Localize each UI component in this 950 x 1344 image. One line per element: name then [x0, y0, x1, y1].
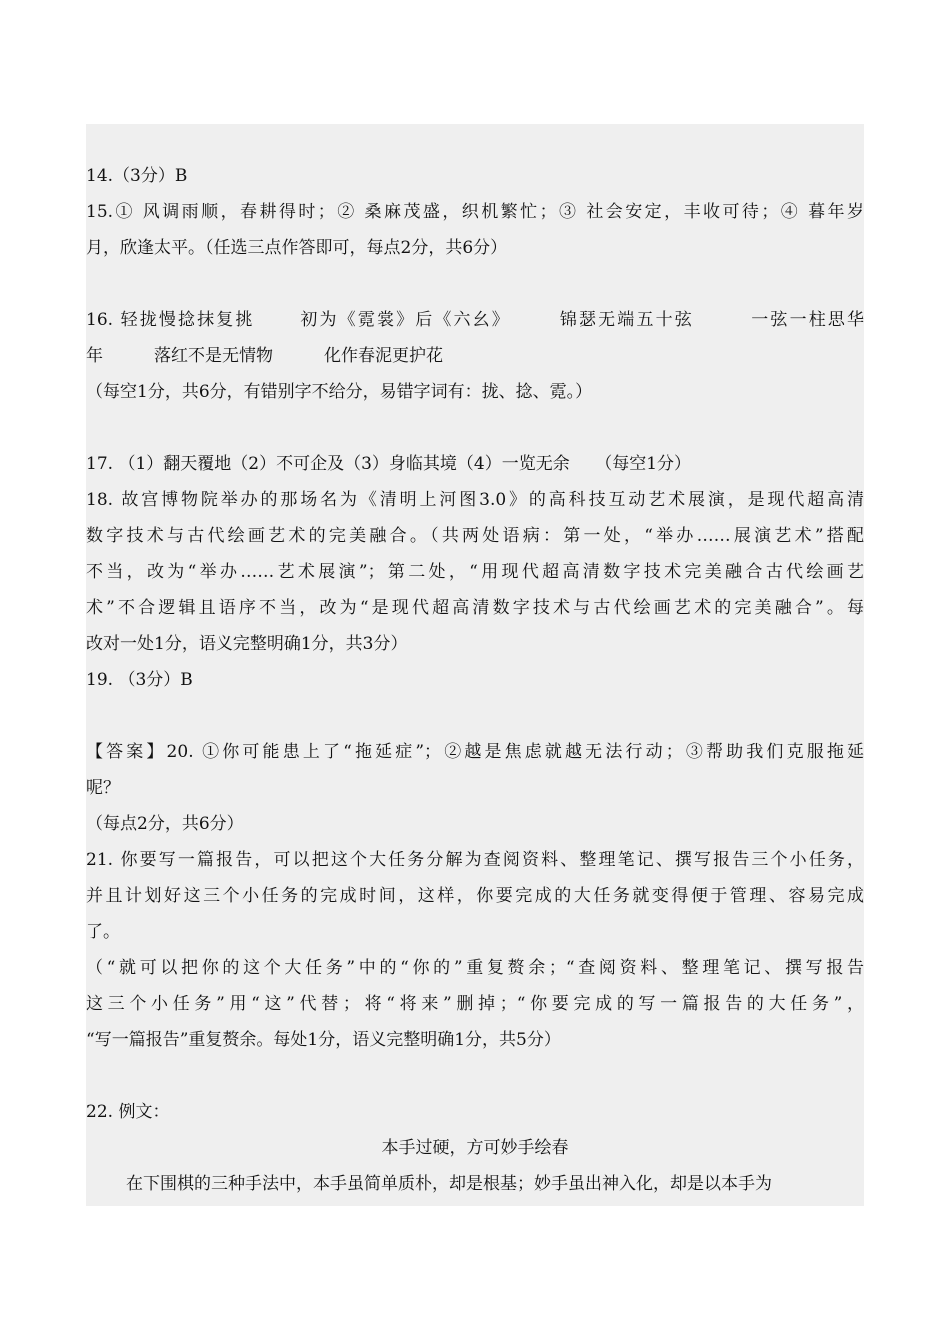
answer-14: 14.（3分）B: [86, 166, 188, 186]
answer-17: 17. （1）翻天覆地（2）不可企及（3）身临其境（4）一览无余 （每空1分）: [86, 454, 692, 474]
answer-18-line-3: 不当，改为“举办……艺术展演”；第二处，“用现代超高清数字技术完美融合古代绘画艺: [86, 562, 864, 582]
answer-16-scoring: （每空1分，共6分，有错别字不给分，易错字词有：拢、捻、霓。）: [86, 382, 593, 402]
blank-line: [86, 1058, 864, 1094]
blank-line: [86, 410, 864, 446]
essay-title: 本手过硬，方可妙手绘春: [381, 1138, 569, 1158]
answer-22-label: 22. 例文：: [86, 1102, 170, 1122]
answer-18-line-1: 18. 故宫博物院举办的那场名为《清明上河图3.0》的高科技互动艺术展演，是现代超高清: [86, 490, 864, 510]
answer-19: 19. （3分）B: [86, 670, 193, 690]
blank-line: [86, 698, 864, 734]
answer-16-line-1: 16. 轻拢慢捻抹复挑 初为《霓裳》后《六幺》 锦瑟无端五十弦 一弦一柱思华: [86, 310, 864, 330]
answer-21-line-5: 这三个小任务”用“这”代替；将“将来”删掉；“你要完成的写一篇报告的大任务”，: [86, 994, 864, 1014]
answer-18-line-2: 数字技术与古代绘画艺术的完美融合。（共两处语病：第一处，“举办……展演艺术”搭配: [86, 526, 864, 546]
answer-21-line-6: “写一篇报告”重复赘余。每处1分，语义完整明确1分，共5分）: [86, 1030, 561, 1050]
essay-first-line: 在下围棋的三种手法中，本手虽简单质朴，却是根基；妙手虽出神入化，却是以本手为: [126, 1174, 772, 1194]
answer-21-line-1: 21. 你要写一篇报告，可以把这个大任务分解为查阅资料、整理笔记、撰写报告三个小任务，: [86, 850, 864, 870]
answer-21-line-2: 并且计划好这三个小任务的完成时间，这样，你要完成的大任务就变得便于管理、容易完成: [86, 886, 864, 906]
answer-18-line-5: 改对一处1分，语义完整明确1分，共3分）: [86, 634, 408, 654]
answer-21-line-4: （“就可以把你的这个大任务”中的“你的”重复赘余；“查阅资料、整理笔记、撰写报告: [86, 958, 864, 978]
blank-line: [86, 266, 864, 302]
answer-21-line-3: 了。: [86, 922, 120, 942]
answer-18-line-4: 术”不合逻辑且语序不当，改为“是现代超高清数字技术与古代绘画艺术的完美融合”。每: [86, 598, 864, 618]
answer-15-line-1: 15.① 风调雨顺，春耕得时；② 桑麻茂盛，织机繁忙；③ 社会安定，丰收可待；④ 暮年岁: [86, 202, 864, 222]
answer-20-scoring: （每点2分，共6分）: [86, 814, 244, 834]
answer-key-content: [86, 158, 864, 1202]
answer-20-line-1: 【答案】20. ①你可能患上了“拖延症”；②越是焦虑就越无法行动；③帮助我们克服拖延: [86, 742, 864, 762]
answer-16-line-2: 年 落红不是无情物 化作春泥更护花: [86, 346, 443, 366]
answer-20-line-2: 呢？: [86, 778, 120, 798]
answer-15-line-2: 月，欣逢太平。（任选三点作答即可，每点2分，共6分）: [86, 238, 508, 258]
